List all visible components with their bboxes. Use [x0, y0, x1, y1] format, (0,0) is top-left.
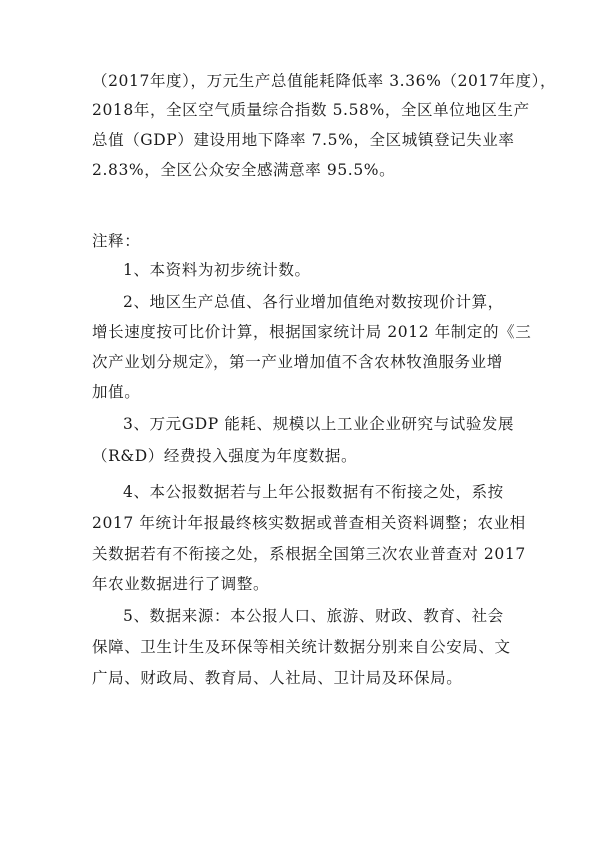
document-page: （2017年度），万元生产总值能耗降低率 3.36%（2017年度）， 2018年，全区空气质量综合指数 5.58%，全区单位地区生产 总值（GDP）建设用地下降率 7.5%，全区城镇登记失业率 2.83%，全区公众安全感满意率 95.5%。 注释： 1、本资料为初步统计数。 2、地区生产总值、各行业增加值绝对数按现价计算， 增长速度按可比价计算，根据国家统计局 2012 年制定的《三 次产业划分规定》，第一产业增加值不含农林牧渔服务业增 加值。 3、万元GDP 能耗、规模以上工业企业研究与试验发展 （R&D）经费投入强度为年度数据。 4、本公报数据若与上年公报数据有不衔接之处，系按 2017 年统计年报最终核实数据或普查相关资料调整；农业相 关数据若有不衔接之处，系根据全国第三次农业普查对 2017 年农业数据进行了调整。 5、数据来源：本公报人口、旅游、财政、教育、社会 保障、卫生计生及环保等相关统计数据分别来自公安局、文 广局、财政局、教育局、人社局、卫计局及环保局。: [92, 72, 557, 687]
